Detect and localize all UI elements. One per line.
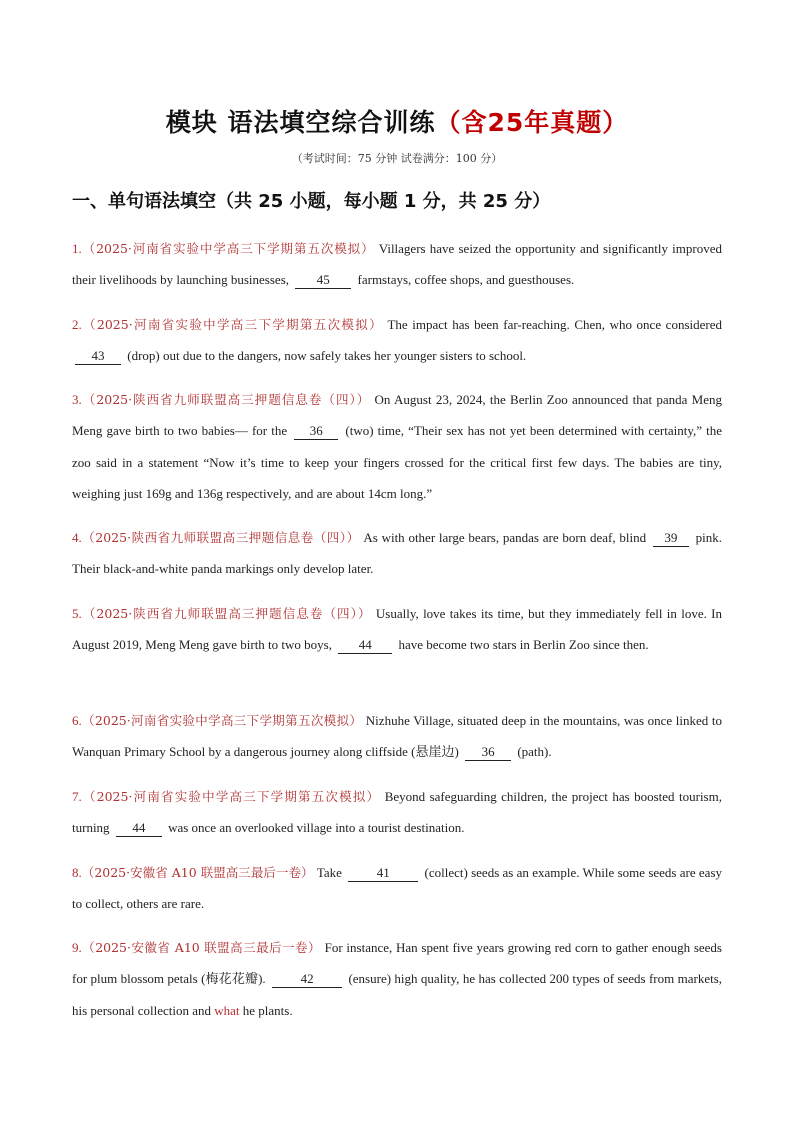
answer-blank[interactable]: 44 — [338, 637, 392, 654]
question-9 — [72, 932, 722, 1026]
question-text-tail: he plants. — [242, 1002, 293, 1018]
question-7 — [72, 781, 722, 844]
answer-blank[interactable]: 43 — [75, 348, 121, 365]
question-number: 9. — [72, 940, 82, 955]
question-text-after: (collect) seeds as an example. While some seeds are easy to collect, others are rare. — [72, 865, 723, 912]
question-1 — [72, 233, 722, 296]
question-text-after: (two) time, “Their sex has not yet been determined with certainty,” the zoo said in a statement “Now it’s time to keep your fingers crossed for the critical first few days. The babies are tiny, weighing just 169g and 136g respectively, and are about 14cm long.” — [72, 423, 723, 501]
question-text: Take — [316, 865, 342, 880]
question-8 — [72, 857, 722, 920]
title-highlight: （含25年真题） — [435, 108, 629, 137]
question-source: （2025·安徽省 A10 联盟高三最后一卷） — [81, 940, 321, 955]
question-source: （2025·安徽省 A10 联盟高三最后一卷） — [81, 865, 314, 880]
question-text: As with other large bears, pandas are born deaf, blind — [363, 530, 647, 545]
question-number: 6. — [72, 713, 82, 728]
question-source: （2025·河南省实验中学高三下学期第五次模拟） — [81, 789, 381, 804]
question-5 — [72, 598, 722, 661]
question-3 — [72, 384, 722, 509]
question-text-after: (path). — [517, 744, 552, 760]
exam-info: （考试时间：75 分钟 试卷满分：100 分） — [291, 152, 503, 165]
answer-blank[interactable]: 36 — [294, 423, 338, 440]
question-text: Nizhuhe Village, situated deep in the mountains, was once linked to Wanquan Primary School by a dangerous journey along cliffside (悬崖边) — [72, 713, 722, 760]
answer-blank[interactable]: 39 — [653, 530, 689, 547]
question-source: （2025·陕西省九师联盟高三押题信息卷（四）） — [81, 392, 371, 407]
question-source: （2025·河南省实验中学高三下学期第五次模拟） — [81, 713, 363, 728]
answer-blank[interactable]: 41 — [348, 865, 418, 882]
page-title — [0, 103, 794, 139]
question-source: （2025·河南省实验中学高三下学期第五次模拟） — [81, 241, 375, 256]
question-source: （2025·河南省实验中学高三下学期第五次模拟） — [81, 317, 383, 332]
question-text: Usually, love takes its time, but they immediately fell in love. In August 2019, Meng Meng gave birth to two boys, — [72, 606, 723, 653]
answer-blank[interactable]: 45 — [295, 272, 351, 289]
question-text-after: was once an overlooked village into a tourist destination. — [168, 820, 465, 836]
question-text-after: (ensure) high quality, he has collected 200 types of seeds from markets, his personal collection and — [72, 971, 723, 1018]
question-number: 8. — [72, 865, 82, 880]
question-source: （2025·陕西省九师联盟高三押题信息卷（四）） — [81, 530, 360, 545]
title-main: 模块 语法填空综合训练 — [165, 108, 436, 137]
question-text: Villagers have seized the opportunity and significantly improved their livelihoods by launching businesses, — [72, 241, 722, 288]
highlighted-word: what — [214, 1002, 240, 1018]
question-2 — [72, 309, 722, 372]
question-6 — [72, 705, 722, 768]
answer-blank[interactable]: 42 — [272, 971, 342, 988]
question-number: 1. — [72, 241, 82, 256]
question-number: 4. — [72, 530, 82, 545]
question-number: 2. — [72, 317, 82, 332]
section-heading: 一、单句语法填空（共 25 小题，每小题 1 分，共 25 分） — [72, 191, 551, 212]
question-text: Beyond safeguarding children, the project has boosted tourism, turning — [72, 789, 722, 836]
question-text-after: pink. Their black-and-white panda markings only develop later. — [72, 530, 722, 577]
question-number: 7. — [72, 789, 82, 804]
question-text: On August 23, 2024, the Berlin Zoo announced that panda Meng Meng gave birth to two babies— for the — [72, 392, 722, 439]
question-text-after: have become two stars in Berlin Zoo since then. — [398, 637, 649, 653]
question-text: For instance, Han spent five years growing red corn to gather enough seeds for plum blossom petals (梅花花瓣). — [72, 940, 722, 987]
question-source: （2025·陕西省九师联盟高三押题信息卷（四）） — [81, 606, 372, 621]
answer-blank[interactable]: 44 — [116, 820, 162, 837]
question-text-after: (drop) out due to the dangers, now safely takes her younger sisters to school. — [127, 348, 527, 364]
question-number: 3. — [72, 392, 82, 407]
question-text-after: farmstays, coffee shops, and guesthouses. — [357, 272, 575, 288]
question-text: The impact has been far-reaching. Chen, who once considered — [387, 317, 722, 332]
answer-blank[interactable]: 36 — [465, 744, 511, 761]
question-number: 5. — [72, 606, 82, 621]
question-4 — [72, 522, 722, 585]
